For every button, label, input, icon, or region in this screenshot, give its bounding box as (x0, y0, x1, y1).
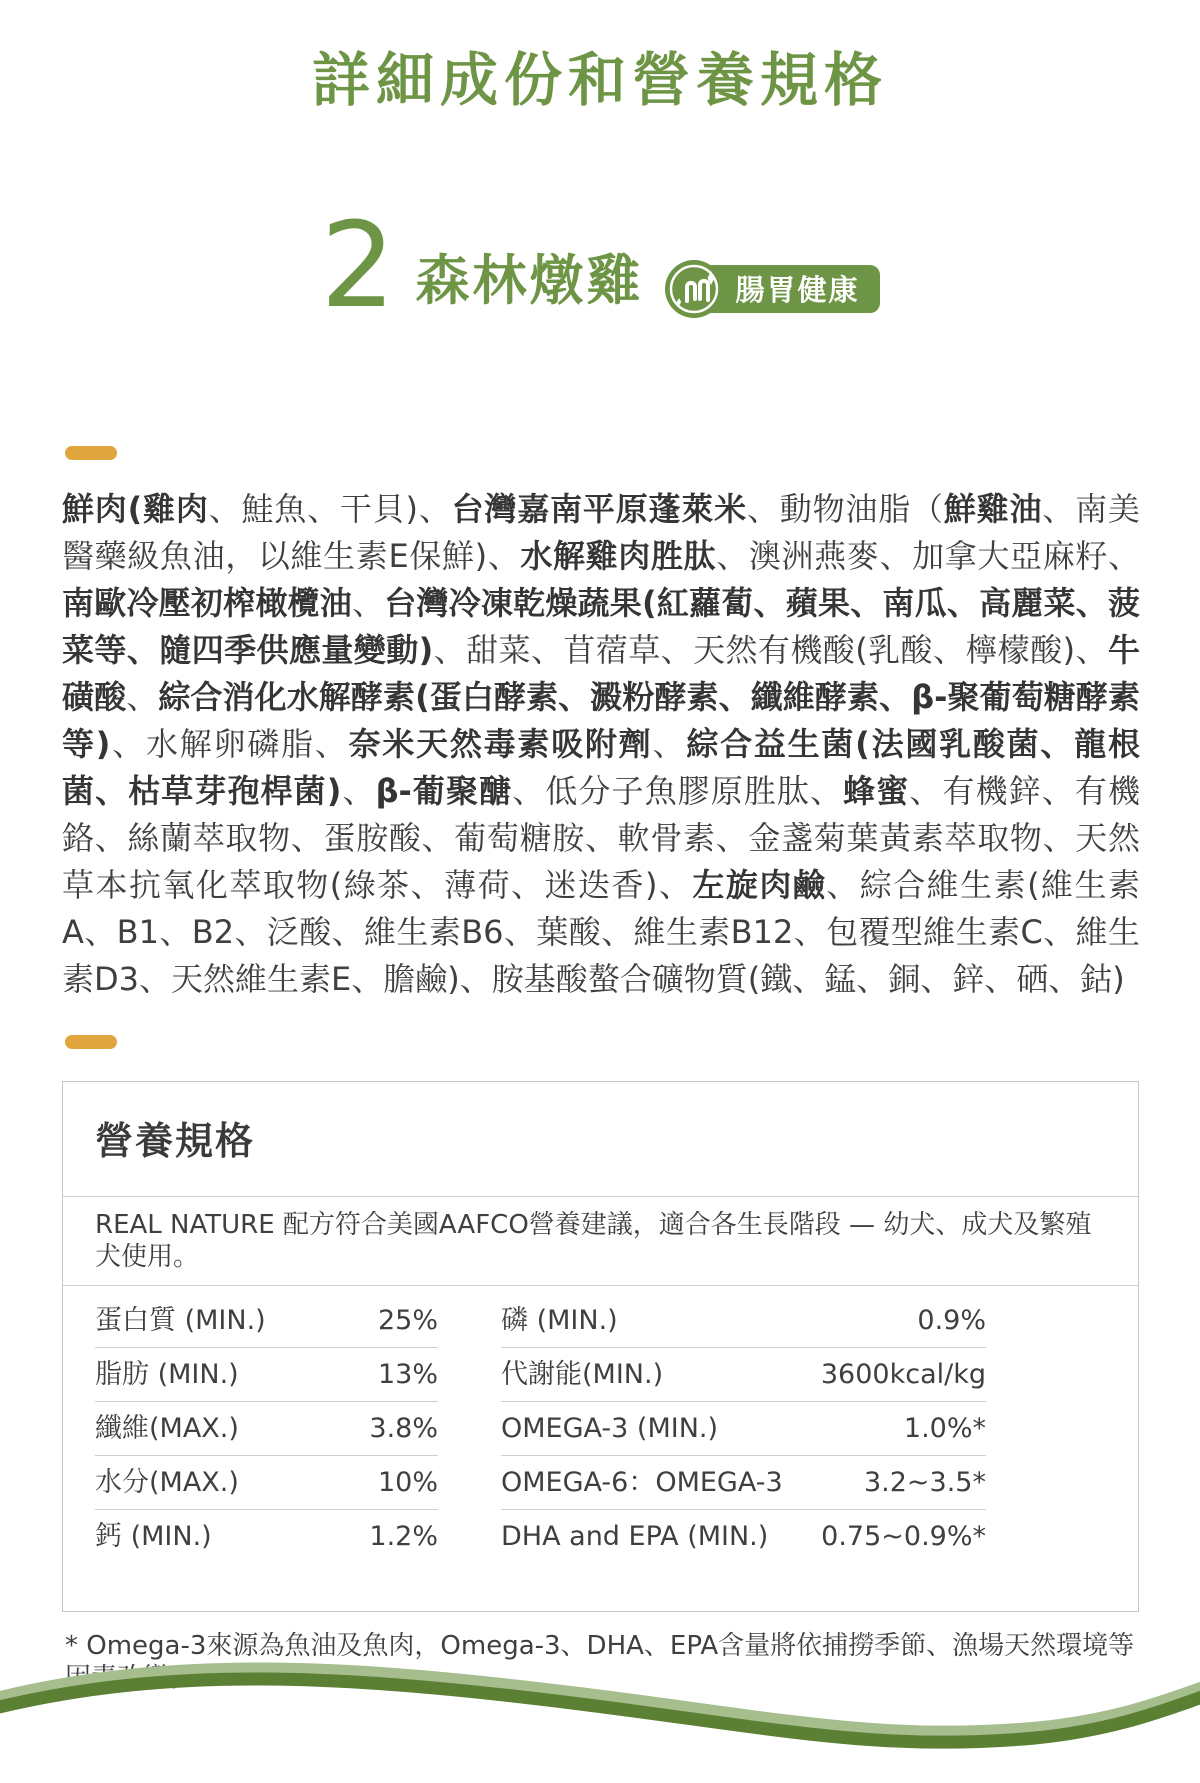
nutrition-row (501, 1294, 986, 1348)
nutrition-value: 10% (377, 1466, 438, 1498)
page-title: 詳細成份和營養規格 (311, 46, 888, 114)
nutrition-value: 3.8% (369, 1412, 438, 1444)
bottom-wave-decoration (0, 1600, 1200, 1783)
aafco-note: REAL NATURE 配方符合美國AAFCO營養建議，適合各生長階段 — 幼犬、成犬及繁殖犬使用。 (63, 1197, 1138, 1286)
ingredient-text: 、 (652, 724, 687, 763)
gold-divider-bottom (65, 1035, 117, 1049)
omega3-footnote: * Omega-3來源為魚油及魚肉，Omega-3、DHA、EPA含量將依捕撈季節、漁場天然環境等因素改變。 (65, 1630, 1135, 1693)
ingredient-highlight: 牛磺酸 (62, 630, 1140, 716)
ingredient-highlight: 台灣嘉南平原蓬萊米 (451, 489, 747, 528)
nutrition-box (62, 1081, 1139, 1612)
nutrition-right-column (501, 1294, 986, 1563)
nutrition-value: 1.2% (369, 1520, 438, 1552)
nutrition-label: OMEGA-3 (MIN.) (501, 1412, 719, 1444)
nutrition-row (95, 1294, 438, 1348)
nutrition-row (95, 1402, 438, 1456)
health-claim-badge (694, 265, 880, 313)
ingredient-highlight: 奈米天然毒素吸附劑 (348, 724, 653, 763)
ingredient-highlight: 左旋肉鹼 (692, 865, 827, 904)
nutrition-row (95, 1510, 438, 1563)
ingredient-text: 、低分子魚膠原胜肽、 (512, 771, 844, 810)
gold-divider-top (65, 446, 117, 460)
ingredient-highlight: 水解雞肉胜肽 (520, 536, 717, 575)
nutrition-row (501, 1510, 986, 1563)
nutrition-table (63, 1286, 1138, 1611)
ingredient-highlight: 台灣冷凍乾燥蔬果(紅蘿蔔、蘋果、南瓜、高麗菜、菠菜等、隨四季供應量變動) (62, 583, 1140, 669)
nutrition-left-column (95, 1294, 438, 1563)
ingredient-text: 、有機鋅、有機鉻、絲蘭萃取物、蛋胺酸、葡萄糖胺、軟骨素、金盞菊葉黃素萃取物、天然草本抗氧化萃取物(綠茶、薄荷、迷迭香)、 (62, 771, 1140, 904)
nutrition-value: 0.75~0.9%* (821, 1520, 986, 1552)
nutrition-value: 25% (377, 1304, 438, 1336)
ingredient-highlight: 南歐冷壓初榨橄欖油 (62, 583, 352, 622)
nutrition-row (501, 1348, 986, 1402)
gut-health-icon (665, 260, 723, 318)
ingredient-highlight: 鮮肉(雞肉 (62, 489, 209, 528)
ingredient-text: 、甜菜、苜蓿草、天然有機酸(乳酸、檸檬酸)、 (433, 630, 1108, 669)
nutrition-label: 磷 (MIN.) (501, 1304, 618, 1336)
ingredient-text: 、南美醫藥級魚油，以維生素E保鮮)、 (62, 489, 1140, 575)
ingredient-text: 、水解卵磷脂、 (110, 724, 349, 763)
ingredient-highlight: 鮮雞油 (943, 489, 1043, 528)
nutrition-label: 代謝能(MIN.) (501, 1358, 664, 1390)
ingredient-highlight: 綜合消化水解酵素(蛋白酵素、澱粉酵素、纖維酵素、β-聚葡萄糖酵素等) (62, 677, 1140, 763)
nutrition-title: 營養規格 (63, 1082, 1138, 1197)
nutrition-value: 3.2~3.5* (863, 1466, 986, 1498)
nutrition-label: DHA and EPA (MIN.) (501, 1520, 769, 1552)
ingredient-highlight: β-葡聚醣 (375, 771, 513, 810)
nutrition-label: 鈣 (MIN.) (95, 1520, 212, 1552)
product-heading-row (0, 195, 1200, 334)
ingredient-text: 、澳洲燕麥、加拿大亞麻籽、 (716, 536, 1140, 575)
nutrition-value: 13% (377, 1358, 438, 1390)
nutrition-label: 脂肪 (MIN.) (95, 1358, 239, 1390)
ingredient-text: 、動物油脂（ (746, 489, 944, 528)
nutrition-row (501, 1402, 986, 1456)
ingredient-text: 、綜合維生素(維生素A、B1、B2、泛酸、維生素B6、葉酸、維生素B12、包覆型維生素C、維生素D3、天然維生素E、膽鹼)、胺基酸螯合礦物質(鐵、錳、銅、鋅、硒、鈷) (62, 865, 1140, 998)
ingredient-highlight: 蜂蜜 (843, 771, 910, 810)
nutrition-value: 3600kcal/kg (820, 1358, 986, 1390)
product-name: 森林燉雞 (415, 248, 644, 312)
product-number: 2 (320, 195, 396, 334)
ingredient-text: 、鮭魚、干貝)、 (208, 489, 452, 528)
ingredient-text: 、 (126, 677, 159, 716)
nutrition-row (501, 1456, 986, 1510)
nutrition-label: 水分(MAX.) (95, 1466, 239, 1498)
nutrition-value: 1.0%* (903, 1412, 986, 1444)
health-claim-label: 腸胃健康 (735, 273, 860, 308)
nutrition-value: 0.9% (917, 1304, 986, 1336)
nutrition-row (95, 1348, 438, 1402)
ingredient-text: 、 (341, 771, 376, 810)
nutrition-label: OMEGA-6：OMEGA-3 (501, 1466, 783, 1498)
ingredients-paragraph (62, 486, 1140, 1003)
ingredient-text: 、 (352, 583, 385, 622)
nutrition-row (95, 1456, 438, 1510)
ingredient-highlight: 綜合益生菌(法國乳酸菌、龍根菌、枯草芽孢桿菌) (62, 724, 1140, 810)
nutrition-label: 蛋白質 (MIN.) (95, 1304, 266, 1336)
nutrition-label: 纖維(MAX.) (95, 1412, 239, 1444)
